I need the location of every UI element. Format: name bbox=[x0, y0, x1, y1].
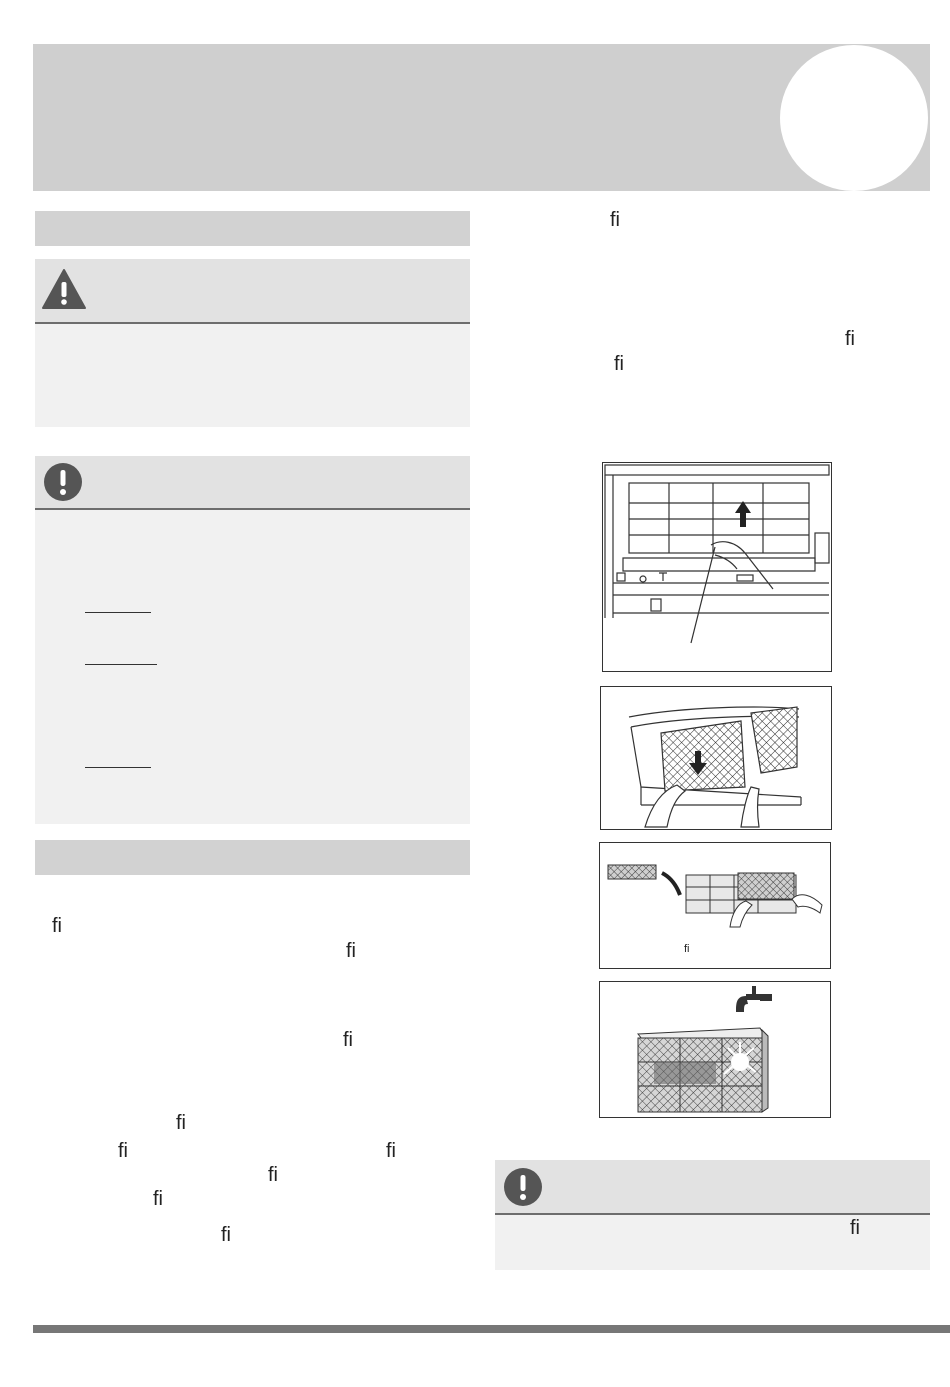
ligature-glyph: fi bbox=[268, 1164, 278, 1186]
underline-3 bbox=[85, 767, 151, 768]
section-title-bar-2 bbox=[35, 840, 470, 875]
warning-box bbox=[35, 259, 470, 427]
section-title-bar bbox=[35, 211, 470, 246]
underline-2 bbox=[85, 664, 157, 665]
caution-box bbox=[35, 456, 470, 824]
ligature-glyph: fi bbox=[845, 328, 855, 350]
water-faucet-icon bbox=[736, 986, 772, 1012]
footer-rule bbox=[33, 1325, 950, 1333]
underline-1 bbox=[85, 612, 151, 613]
illustration-wash-filter bbox=[599, 981, 831, 1118]
illustration-lift-filter bbox=[602, 462, 832, 672]
ligature-glyph: fi bbox=[386, 1140, 396, 1162]
aux-filter-drawing bbox=[600, 843, 830, 968]
illustration-remove-filter bbox=[600, 686, 832, 830]
illustration-detach-aux-filter bbox=[599, 842, 831, 969]
chapter-badge-circle bbox=[780, 45, 928, 191]
caution-box-header bbox=[35, 456, 470, 510]
ligature-glyph: fi bbox=[610, 209, 620, 231]
ligature-glyph: fi bbox=[343, 1029, 353, 1051]
ligature-glyph: fi bbox=[52, 915, 62, 937]
filter-removal-drawing bbox=[601, 687, 831, 829]
ligature-glyph: fi bbox=[221, 1224, 231, 1246]
exclamation-circle-icon bbox=[503, 1167, 543, 1207]
warning-triangle-icon bbox=[41, 268, 87, 310]
ligature-glyph: fi bbox=[176, 1112, 186, 1134]
ligature-glyph: fi bbox=[153, 1188, 163, 1210]
exclamation-circle-icon bbox=[43, 462, 83, 502]
caution-box-right bbox=[495, 1160, 930, 1270]
ligature-glyph: fi bbox=[118, 1140, 128, 1162]
ligature-glyph: fi bbox=[684, 943, 690, 955]
ligature-glyph: fi bbox=[346, 940, 356, 962]
indoor-unit-drawing bbox=[603, 463, 831, 671]
warning-box-header bbox=[35, 259, 470, 324]
ligature-glyph: fi bbox=[614, 353, 624, 375]
caution-box-right-header bbox=[495, 1160, 930, 1215]
ligature-glyph: fi bbox=[850, 1217, 860, 1239]
wash-filter-drawing bbox=[600, 982, 830, 1117]
